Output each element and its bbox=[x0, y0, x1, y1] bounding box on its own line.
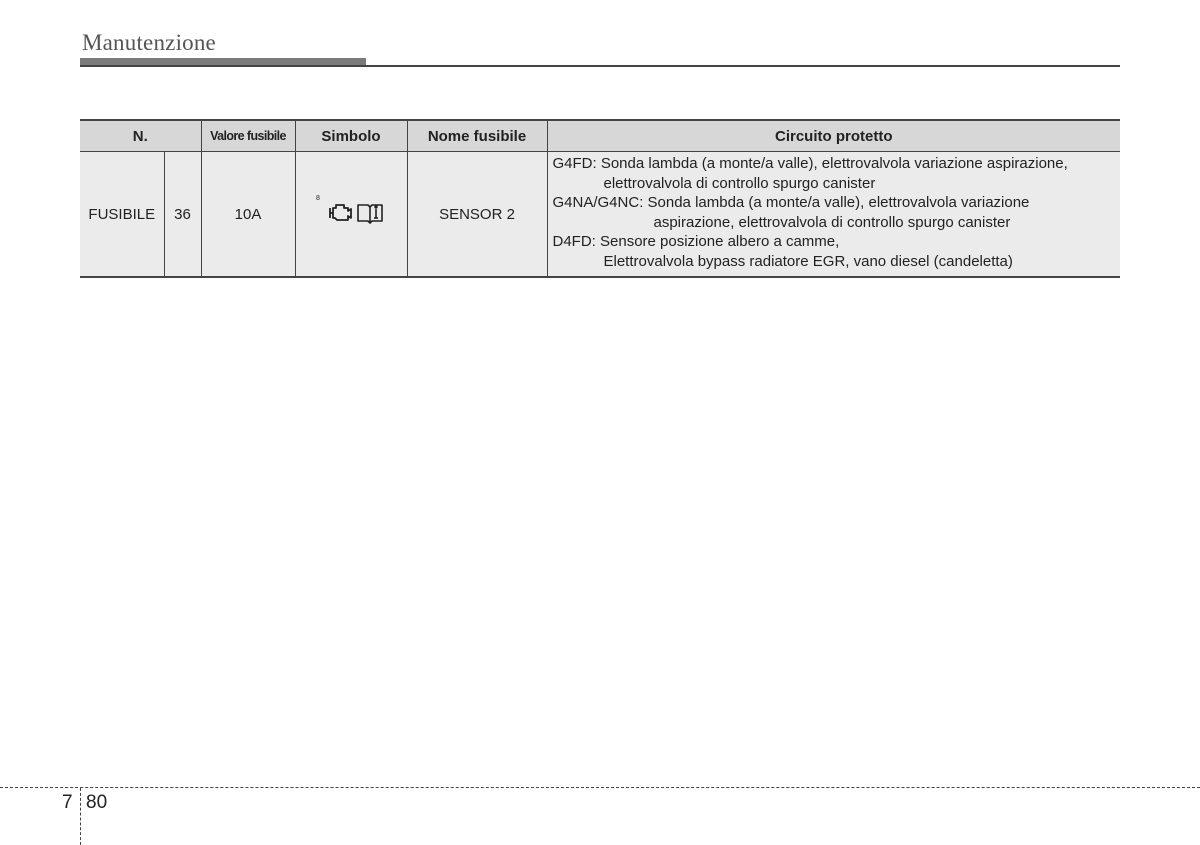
column-header-fuse-name: Nome fusibile bbox=[407, 120, 547, 152]
footer-dashed-rule bbox=[0, 787, 1200, 788]
fuse-number-cell: 36 bbox=[164, 152, 201, 278]
page-number: 80 bbox=[86, 792, 108, 813]
title-underline-rule bbox=[80, 65, 1120, 67]
footer-dashed-divider bbox=[80, 788, 81, 845]
manual-book-icon bbox=[358, 205, 382, 223]
table-row bbox=[80, 152, 1120, 278]
fuse-type-cell: FUSIBILE bbox=[80, 152, 164, 278]
column-header-symbol: Simbolo bbox=[295, 120, 407, 152]
table-header-row bbox=[80, 120, 1120, 152]
column-header-protected-circuit: Circuito protetto bbox=[547, 120, 1120, 152]
circuit-line: G4NA/G4NC: Sonda lambda (a monte/a valle), elettrovalvola variazione bbox=[552, 194, 1030, 211]
circuit-line: aspirazione, elettrovalvola di controllo spurgo canister bbox=[653, 213, 1011, 231]
symbol-index: 8 bbox=[316, 195, 320, 202]
circuit-line: D4FD: Sensore posizione albero a camme, bbox=[552, 233, 840, 250]
fuse-name-cell: SENSOR 2 bbox=[407, 152, 547, 278]
fuse-symbol-cell bbox=[295, 152, 407, 278]
fuse-symbol-graphic bbox=[324, 201, 386, 225]
fuse-rating-cell: 10A bbox=[201, 152, 295, 278]
engine-check-icon bbox=[330, 205, 351, 220]
protected-circuit-cell bbox=[547, 152, 1120, 278]
column-header-number: N. bbox=[80, 120, 201, 152]
chapter-number: 7 bbox=[62, 792, 73, 813]
fuse-table bbox=[80, 119, 1120, 278]
column-header-fuse-rating: Valore fusibile bbox=[201, 120, 295, 152]
section-title: Manutenzione bbox=[82, 30, 216, 55]
circuit-line: G4FD: Sonda lambda (a monte/a valle), elettrovalvola variazione aspirazione, bbox=[552, 155, 1068, 172]
circuit-line: elettrovalvola di controllo spurgo canister bbox=[603, 174, 876, 192]
circuit-line: Elettrovalvola bypass radiatore EGR, vano diesel (candeletta) bbox=[603, 252, 1013, 270]
fuse-symbol bbox=[316, 197, 386, 227]
